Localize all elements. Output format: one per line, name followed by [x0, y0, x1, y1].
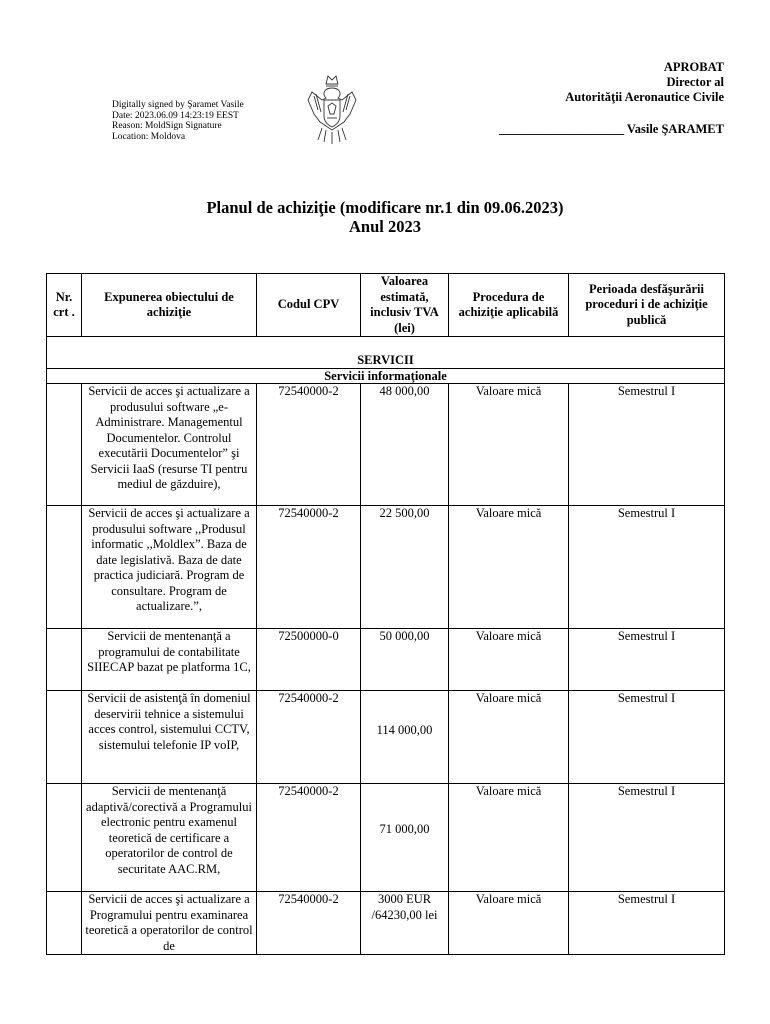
section-spacer [47, 337, 725, 353]
row-procedure: Valoare mică [449, 784, 569, 892]
row-cpv: 72540000-2 [257, 384, 361, 506]
row-cpv: 72540000-2 [257, 892, 361, 955]
document-title [0, 198, 770, 236]
table-row [47, 691, 725, 784]
row-cpv: 72540000-2 [257, 784, 361, 892]
signature-signer: Digitally signed by Şaramet Vasile [112, 100, 244, 110]
approval-status: APROBAT [663, 60, 724, 74]
row-period: Semestrul I [569, 892, 725, 955]
row-period: Semestrul I [569, 691, 725, 784]
approval-role: Director al [666, 75, 724, 89]
row-nr [47, 784, 82, 892]
row-value: 48 000,00 [361, 384, 449, 506]
table-header-row [47, 274, 725, 337]
row-period: Semestrul I [569, 629, 725, 691]
row-description: Servicii de mentenanţă adaptivă/corectivă a Programului electronic pentru examenul teoretică de certificare a operatorilor de control de securitate AAC.RM, [82, 784, 257, 892]
row-period: Semestrul I [569, 784, 725, 892]
row-cpv: 72540000-2 [257, 506, 361, 629]
row-value: 22 500,00 [361, 506, 449, 629]
header-period: Perioada desfăşurării proceduri i de achiziţie publică [569, 274, 725, 337]
row-procedure: Valoare mică [449, 691, 569, 784]
signature-location: Location: Moldova [112, 131, 186, 142]
section-title: SERVICII [47, 352, 725, 369]
row-value: 114 000,00 [361, 691, 449, 784]
table-row [47, 892, 725, 955]
signature-reason: Reason: MoldSign Signature [112, 121, 222, 131]
subsection-title: Servicii informaţionale [47, 369, 725, 384]
row-nr [47, 892, 82, 955]
row-period: Semestrul I [569, 506, 725, 629]
row-description: Servicii de mentenanţă a programului de contabilitate SIIECAP bazat pe platforma 1C, [82, 629, 257, 691]
header-object: Expunerea obiectului de achiziţie [82, 274, 257, 337]
procurement-plan-table [46, 273, 725, 955]
row-nr [47, 506, 82, 629]
row-value: 50 000,00 [361, 629, 449, 691]
row-value: 3000 EUR /64230,00 lei [361, 892, 449, 955]
row-value: 71 000,00 [361, 784, 449, 892]
signature-date: Date: 2023.06.09 14:23:19 EEST [112, 110, 239, 121]
header-procedure: Procedura de achiziţie aplicabilă [449, 274, 569, 337]
table-row [47, 384, 725, 506]
digital-signature-stamp [112, 100, 244, 142]
row-procedure: Valoare mică [449, 506, 569, 629]
approval-signature-line: ____________________ Vasile ŞARAMET [498, 122, 724, 136]
section-row [47, 352, 725, 369]
row-description: Servicii de acces şi actualizare a Programului pentru examinarea teoretică a operatorilor de control de [82, 892, 257, 955]
header-cpv: Codul CPV [257, 274, 361, 337]
subsection-row [47, 369, 725, 384]
header-value: Valoarea estimată, inclusiv TVA (lei) [361, 274, 449, 337]
table-row [47, 784, 725, 892]
coat-of-arms-icon [304, 70, 360, 146]
row-procedure: Valoare mică [449, 629, 569, 691]
table-row [47, 629, 725, 691]
row-cpv: 72540000-2 [257, 691, 361, 784]
row-nr [47, 629, 82, 691]
approval-block [499, 60, 724, 137]
title-line-1: Planul de achiziţie (modificare nr.1 din 09.06.2023) [206, 198, 564, 217]
row-description: Servicii de acces şi actualizare a produsului software „e-Administrare. Managementul Documentelor. Controlul executării Documentelor” şi Servicii IaaS (resurse TI pentru mediul de găzduire), [82, 384, 257, 506]
row-nr [47, 691, 82, 784]
approval-institution: Autorităţii Aeronautice Civile [565, 90, 724, 104]
row-description: Servicii de acces şi actualizare a produsului software ,,Produsul informatic ,,Moldlex”. Baza de date legislativă. Baza de date practica judiciară. Program de consultare. Program de actualizare.”, [82, 506, 257, 629]
row-nr [47, 384, 82, 506]
header-nr: Nr. crt . [47, 274, 82, 337]
row-period: Semestrul I [569, 384, 725, 506]
row-procedure: Valoare mică [449, 384, 569, 506]
row-procedure: Valoare mică [449, 892, 569, 955]
row-cpv: 72500000-0 [257, 629, 361, 691]
title-line-2: Anul 2023 [349, 217, 421, 236]
table-row [47, 506, 725, 629]
row-description: Servicii de asistenţă în domeniul deservirii tehnice a sistemului acces control, sistemului CCTV, sistemului telefonie IP voIP, [82, 691, 257, 784]
